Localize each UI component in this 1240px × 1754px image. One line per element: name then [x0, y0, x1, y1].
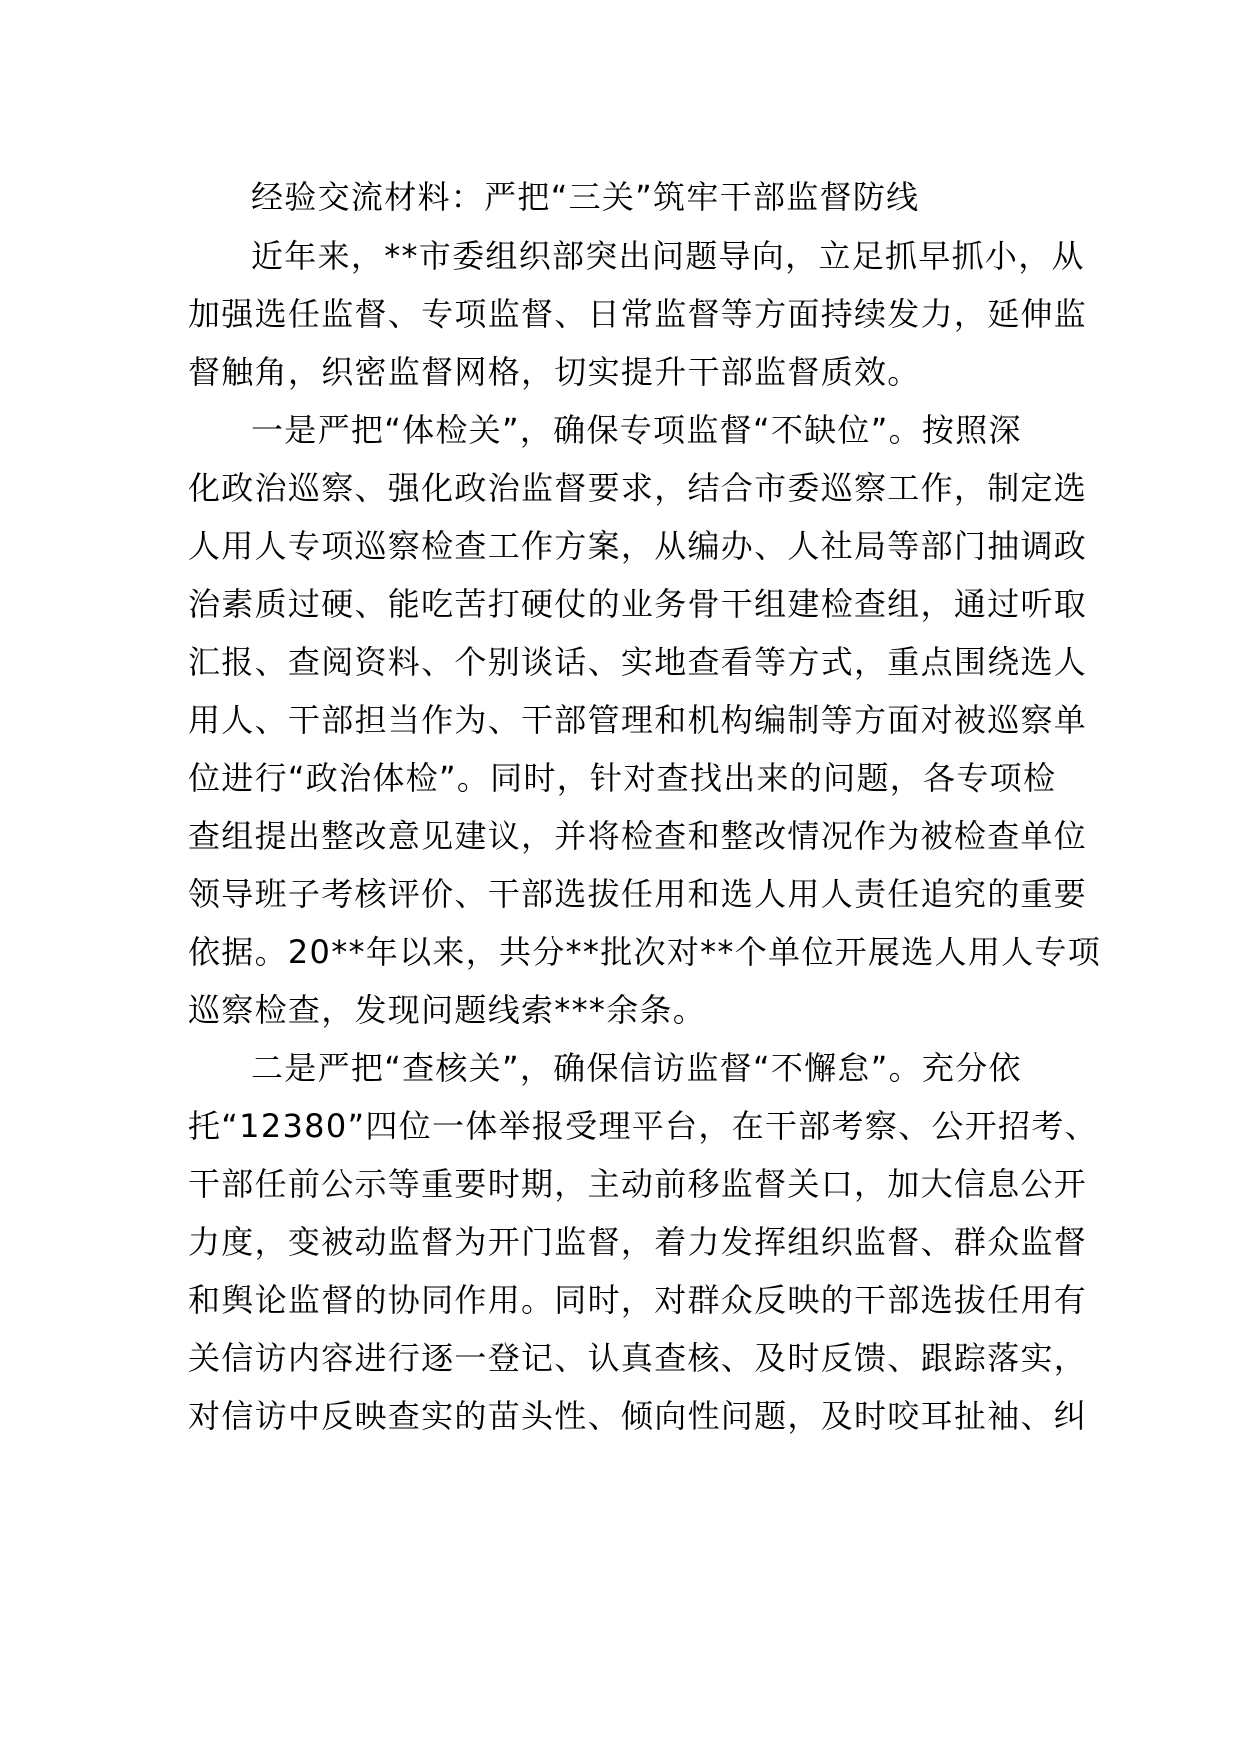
body-line-15: 二是严把“查核关”，确保信访监督“不懈怠”。充分依: [251, 1049, 1022, 1087]
body-line-20: 关信访内容进行逐一登记、认真查核、及时反馈、跟踪落实，: [188, 1339, 1088, 1377]
body-line-17: 干部任前公示等重要时期，主动前移监督关口，加大信息公开: [188, 1165, 1088, 1203]
body-line-6: 人用人专项巡察检查工作方案，从编办、人社局等部门抽调政: [188, 527, 1088, 565]
body-line-8: 汇报、查阅资料、个别谈话、实地查看等方式，重点围绕选人: [188, 643, 1088, 681]
body-line-4: 一是严把“体检关”，确保专项监督“不缺位”。按照深: [251, 411, 1022, 449]
body-line-12: 领导班子考核评价、干部选拔任用和选人用人责任追究的重要: [188, 875, 1088, 913]
body-line-18: 力度，变被动监督为开门监督，着力发挥组织监督、群众监督: [188, 1223, 1088, 1261]
body-line-21: 对信访中反映查实的苗头性、倾向性问题，及时咬耳扯袖、纠: [188, 1397, 1088, 1435]
body-line-10: 位进行“政治体检”。同时，针对查找出来的问题，各专项检: [188, 759, 1057, 797]
body-line-1: 近年来，**市委组织部突出问题导向，立足抓早抓小，从: [251, 237, 1085, 275]
body-line-19: 和舆论监督的协同作用。同时，对群众反映的干部选拔任用有: [188, 1281, 1088, 1319]
body-line-5: 化政治巡察、强化政治监督要求，结合市委巡察工作，制定选: [188, 469, 1088, 507]
document-title: 经验交流材料：严把“三关”筑牢干部监督防线: [251, 178, 920, 216]
body-line-3: 督触角，织密监督网格，切实提升干部监督质效。: [188, 353, 921, 391]
body-line-7: 治素质过硬、能吃苦打硬仗的业务骨干组建检查组，通过听取: [188, 585, 1088, 623]
body-line-14: 巡察检查，发现问题线索***余条。: [188, 991, 707, 1029]
body-line-16: 托“12380”四位一体举报受理平台，在干部考察、公开招考、: [188, 1107, 1098, 1145]
body-line-11: 查组提出整改意见建议，并将检查和整改情况作为被检查单位: [188, 817, 1088, 855]
body-line-2: 加强选任监督、专项监督、日常监督等方面持续发力，延伸监: [188, 295, 1088, 333]
body-line-9: 用人、干部担当作为、干部管理和机构编制等方面对被巡察单: [188, 701, 1088, 739]
body-line-13: 依据。20**年以来，共分**批次对**个单位开展选人用人专项: [188, 933, 1102, 971]
